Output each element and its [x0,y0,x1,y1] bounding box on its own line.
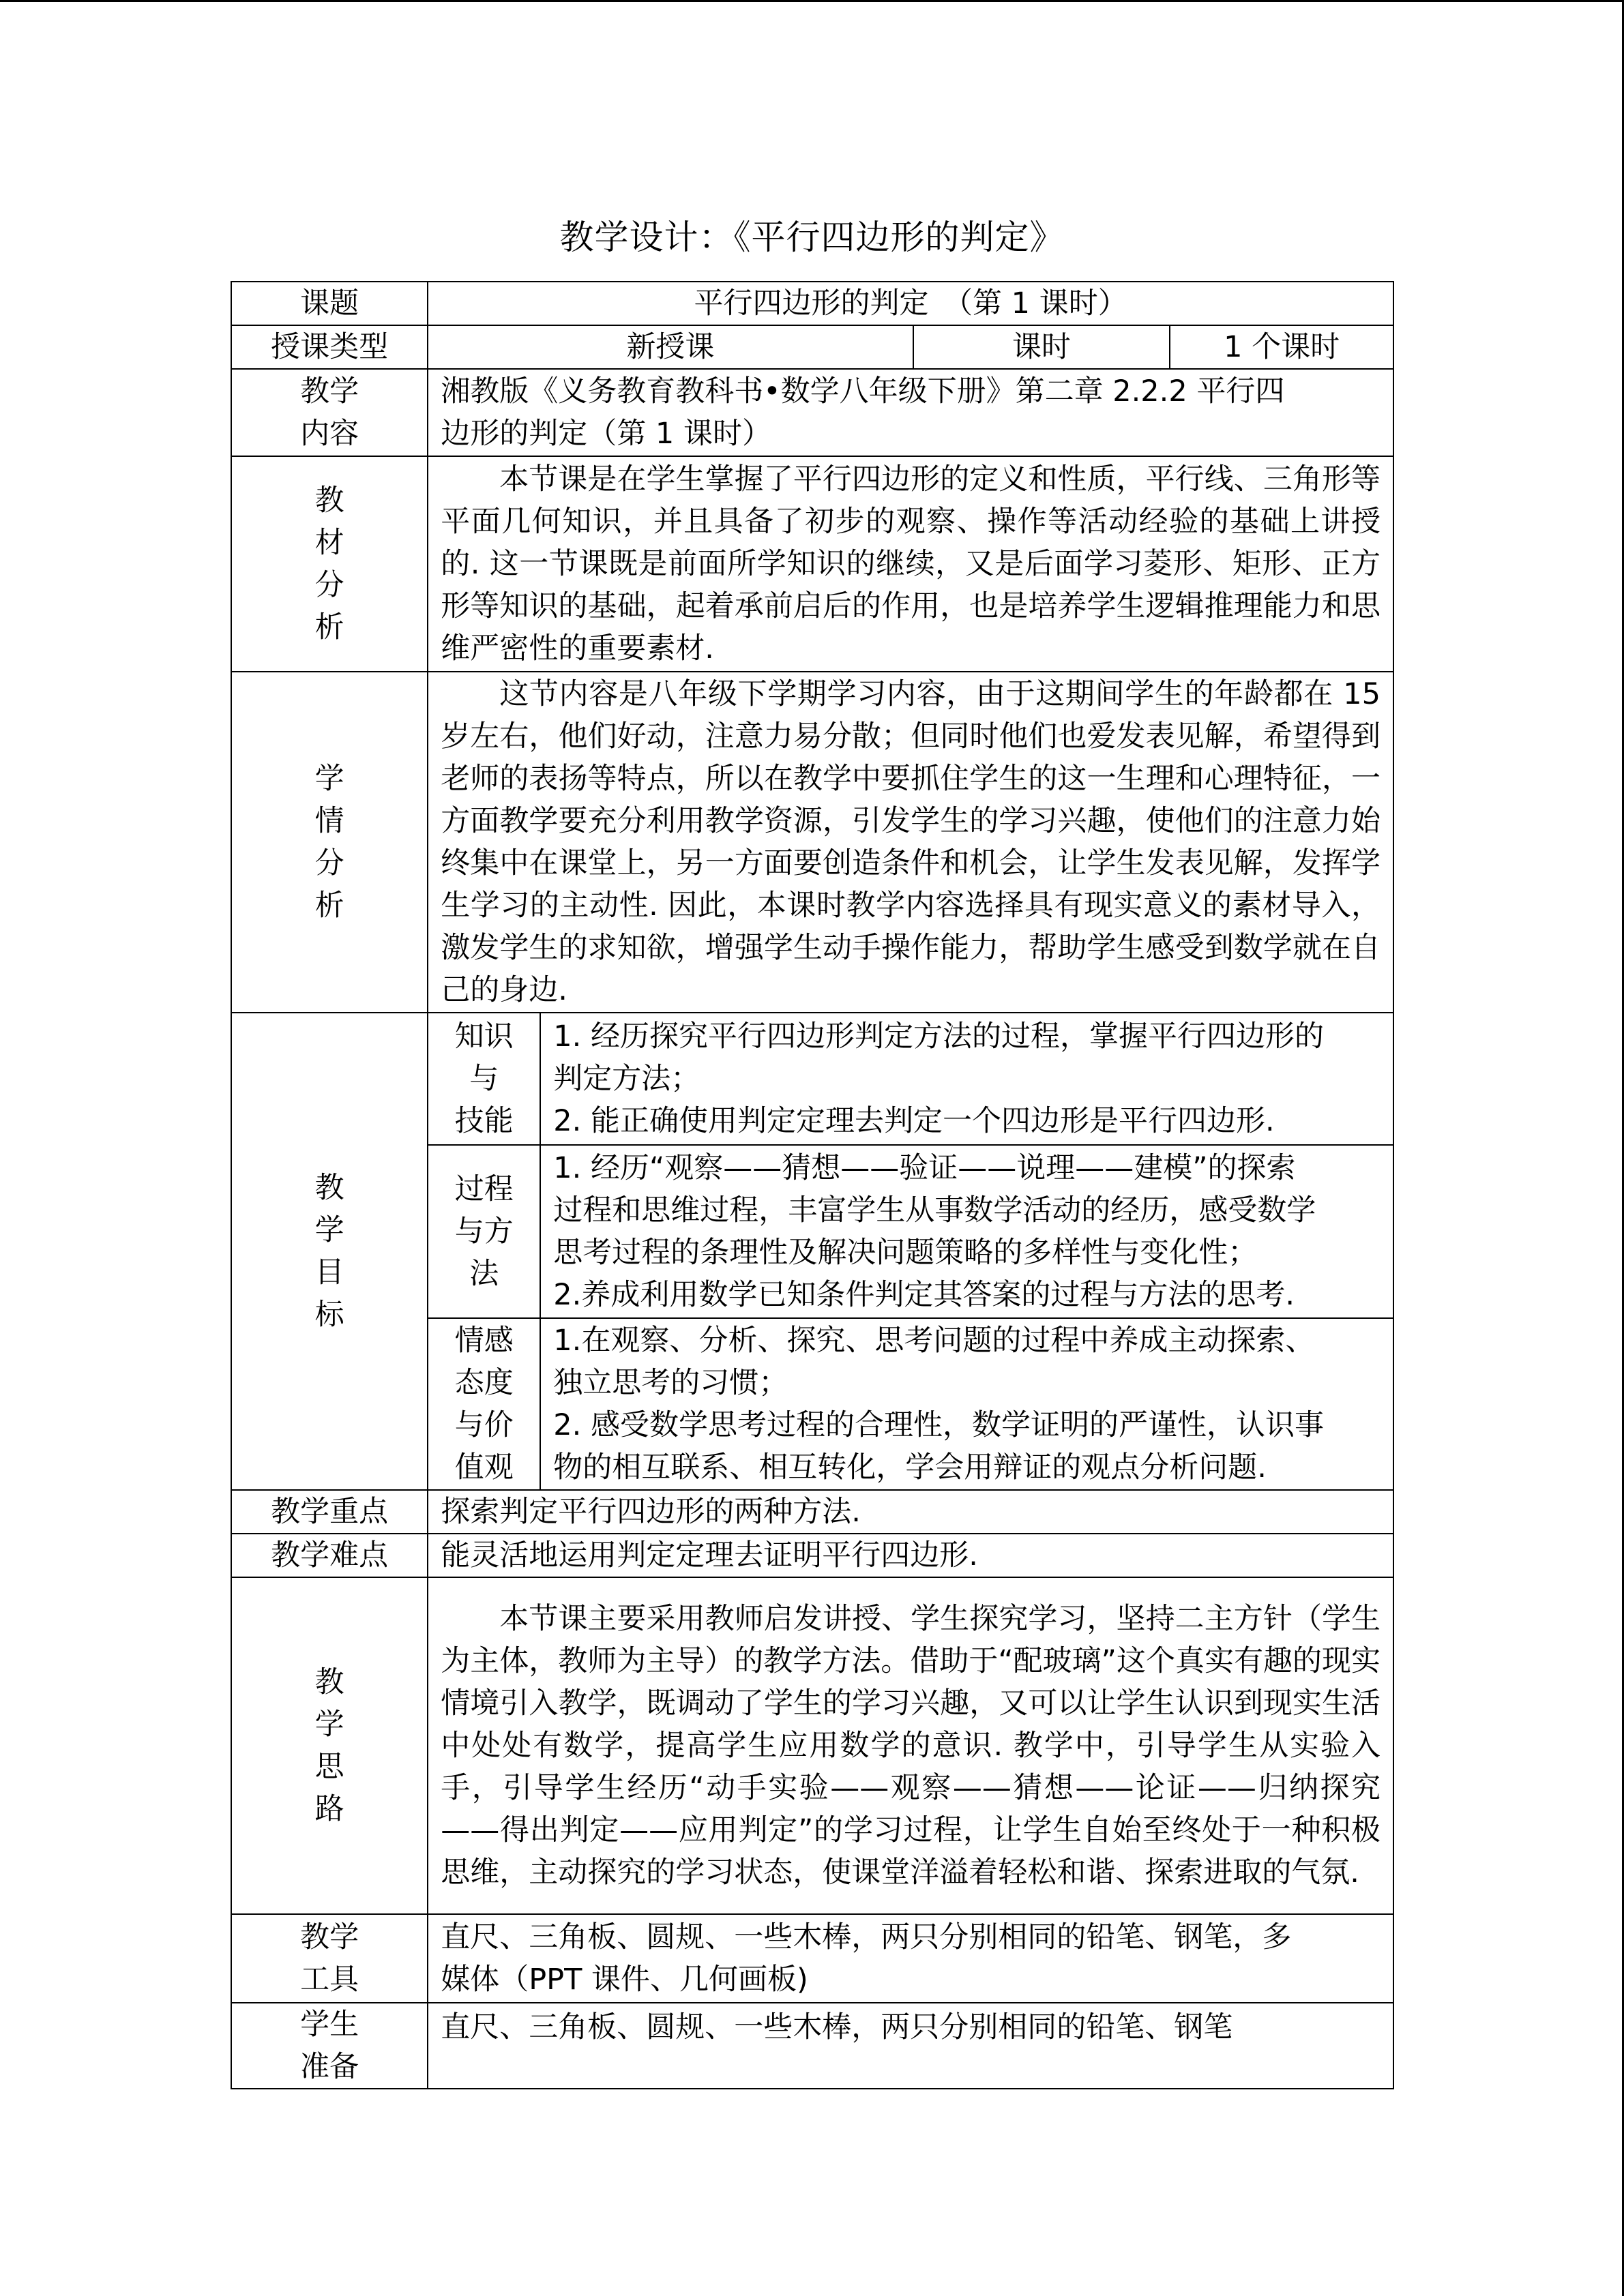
page-title: 教学设计：《平行四边形的判定》 [559,218,1065,257]
content-label: 教学内容 [300,374,359,451]
difficulty-label: 教学难点 [231,1534,428,1577]
row-learners [231,672,1393,1013]
row-type [231,325,1393,369]
row-prep [231,2003,1393,2089]
learners-text: 这节内容是八年级下学期学习内容，由于这期间学生的年龄都在 15 岁左右，他们好动，注意力易分散；但同时他们也爱发表见解，希望得到老师的表扬等特点，所以在教学中要抓住学生的这一生理和心理特征，一方面教学要充分利用教学资源，引发学生的学习兴趣，使他们的注意力始终集中在课堂上，另一方面要创造条件和机会，让学生发表见解，发挥学生学习的主动性. 因此，本课时教学内容选择具有现实意义的素材导入，激发学生的求知欲，增强学生动手操作能力，帮助学生感受到数学就在自己的身边. [441,677,1381,1007]
row-content [231,369,1393,456]
material-text: 本节课是在学生掌握了平行四边形的定义和性质，平行线、三角形等平面几何知识，并且具备了初步的观察、操作等活动经验的基础上讲授的. 这一节课既是前面所学知识的继续，又是后面学习菱形、矩形、正方形等知识的基础，起着承前启后的作用，也是培养学生逻辑推理能力和思维严密性的重要素材. [441,462,1381,666]
key-value: 探索判定平行四边形的两种方法. [428,1490,1393,1534]
approach-text: 本节课主要采用教师启发讲授、学生探究学习，坚持二主方针（学生为主体，教师为主导）的教学方法。借助于“配玻璃”这个真实有趣的现实情境引入教学，既调动了学生的学习兴趣，又可以让学生认识到现实生活中处处有数学，提高学生应用数学的意识. 教学中，引导学生从实验入手，引导学生经历“动手实验——观察——猜想——论证——归纳探究——得出判定——应用判定”的学习过程，让学生自始至终处于一种积极思维，主动探究的学习状态，使课堂洋溢着轻松和谐、探索进取的气氛. [441,1602,1381,1890]
goal-knowledge-label: 知识 与 技能 [428,1013,540,1145]
content-line: 湘教版《义务教育教科书•数学八年级下册》第二章 2.2.2 平行四 [441,374,1285,408]
topic-value: 平行四边形的判定 （第 1 课时） [428,282,1393,325]
row-topic [231,282,1393,325]
tools-line: 直尺、三角板、圆规、一些木棒，两只分别相同的铅笔、钢笔，多 [441,1920,1292,1954]
prep-value: 直尺、三角板、圆规、一些木棒，两只分别相同的铅笔、钢笔 [428,2003,1393,2089]
row-tools [231,1914,1393,2003]
row-approach [231,1577,1393,1914]
row-key [231,1490,1393,1534]
row-difficulty [231,1534,1393,1577]
material-label: 教材分析 [314,483,344,644]
row-goal-knowledge [231,1013,1393,1145]
topic-label: 课题 [231,282,428,325]
hours-label: 课时 [913,325,1170,369]
goal-attitude-label: 情感 态度 与价 值观 [428,1318,540,1490]
page-edge-top [0,0,1624,2]
goal-attitude-text: 1.在观察、分析、探究、思考问题的过程中养成主动探索、 独立思考的习惯； 2. 感受数学思考过程的合理性，数学证明的严谨性，认识事 物的相互联系、相互转化，学会用辩证的观点分析问题. [540,1318,1393,1490]
learners-label: 学情分析 [314,762,344,923]
goal-process-label: 过程 与方 法 [428,1145,540,1318]
approach-label: 教学思路 [314,1665,344,1826]
tools-line: 媒体（PPT 课件、几何画板) [441,1963,808,1997]
goals-label: 教学目标 [314,1171,344,1332]
type-value: 新授课 [428,325,913,369]
goal-knowledge-text: 1. 经历探究平行四边形判定方法的过程，掌握平行四边形的 判定方法； 2. 能正确使用判定定理去判定一个四边形是平行四边形. [540,1013,1393,1145]
goal-process-text: 1. 经历“观察——猜想——验证——说理——建模”的探索 过程和思维过程，丰富学生从事数学活动的经历，感受数学 思考过程的条理性及解决问题策略的多样性与变化性； 2.养成利用数学已知条件判定其答案的过程与方法的思考. [540,1145,1393,1318]
difficulty-value: 能灵活地运用判定定理去证明平行四边形. [428,1534,1393,1577]
content-line: 边形的判定（第 1 课时） [441,417,771,451]
key-label: 教学重点 [231,1490,428,1534]
tools-label: 教学工具 [300,1920,359,1997]
hours-value: 1 个课时 [1170,325,1393,369]
row-material [231,456,1393,672]
lesson-plan-table [231,281,1394,2089]
type-label: 授课类型 [231,325,428,369]
prep-label: 学生准备 [300,2008,359,2084]
